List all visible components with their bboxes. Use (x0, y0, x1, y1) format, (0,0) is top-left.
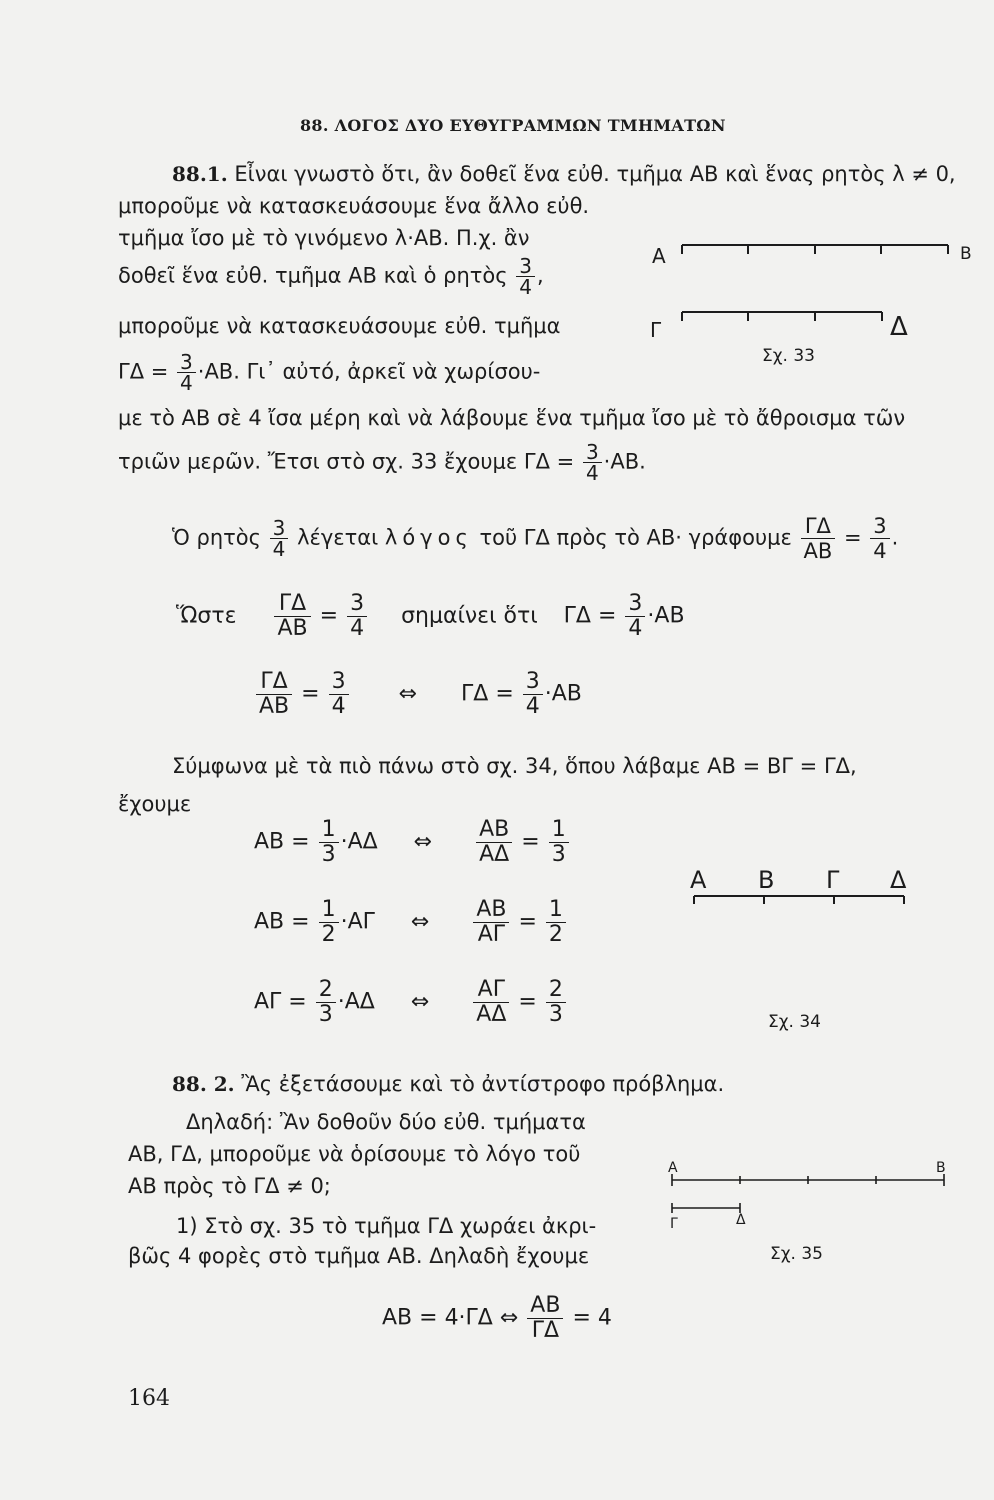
section-number-88-2: 88. 2. (172, 1072, 235, 1096)
iff-symbol: ⇔ (398, 681, 418, 707)
final-equation: ΑΒ = 4·ΓΔ ⇔ $\frac{AB}{\Gamma\Delta}$ = 4 (382, 1293, 612, 1343)
equivalence-equation: $\frac{\Gamma\Delta}{AB}$ = $\frac{3}{4}$ ⇔ ΓΔ = $\frac{3}{4}$ ·ΑΒ (254, 670, 582, 719)
fraction-2-3: $\frac{2}{3}$ (316, 978, 336, 1027)
fraction-3-4: $\frac{3}{4}$ (523, 670, 543, 719)
fig35-caption: Σχ. 35 (770, 1244, 824, 1264)
fraction-3-4: $\frac{3}{4}$ (329, 670, 349, 719)
fraction-ag-ad: $\frac{A\Gamma}{A\Delta}$ (473, 978, 509, 1027)
fraction-3-4: $\frac{3}{4}$ (177, 352, 196, 393)
fraction-3-4: $\frac{3}{4}$ (625, 592, 645, 641)
fraction-ab-ag: $\frac{AB}{A\Gamma}$ (473, 898, 509, 947)
fraction-1-3: $\frac{1}{3}$ (549, 818, 569, 867)
paragraph-line-5: μποροῦμε νὰ κατασκευάσουμε εὐθ. τμῆμα (118, 314, 561, 338)
fraction-2-3: $\frac{2}{3}$ (546, 978, 566, 1027)
paragraph-line-11: ἔχουμε (118, 792, 192, 816)
fraction-3-4: $\frac{3}{4}$ (583, 442, 602, 483)
fraction-3-4: $\frac{3}{4}$ (347, 592, 367, 641)
paragraph-2-line-5: 1) Στὸ σχ. 35 τὸ τμῆμα ΓΔ χωράει ἀκρι- (176, 1214, 597, 1238)
fig34-label-b: Β (758, 866, 775, 894)
fig34-label-g: Γ (826, 866, 840, 894)
paragraph-line-8: τριῶν μερῶν. Ἔτσι στὸ σχ. 33 ἔχουμε ΓΔ = $\frac{3}{4}$ ·ΑΒ. (118, 440, 646, 485)
figure-34 (694, 896, 904, 904)
fraction-ab-gd: $\frac{AB}{\Gamma\Delta}$ (527, 1294, 563, 1343)
relation-ab-ad: ΑΒ = $\frac{1}{3}$ ·ΑΔ ⇔ $\frac{AB}{A\Delta}$ = $\frac{1}{3}$ (254, 818, 571, 867)
paragraph-line-3: τμῆμα ἴσο μὲ τὸ γινόμενο λ·ΑΒ. Π.χ. ἂν (118, 226, 530, 250)
fraction-gd-ab: $\frac{\Gamma\Delta}{AB}$ (256, 670, 292, 719)
fig33-label-g: Γ (650, 318, 662, 342)
fig34-caption: Σχ. 34 (768, 1012, 822, 1032)
paragraph-2-line-4: ΑΒ πρὸς τὸ ΓΔ ≠ 0; (128, 1174, 331, 1198)
fraction-1-3: $\frac{1}{3}$ (319, 818, 339, 867)
fraction-ab-ad: $\frac{AB}{A\Delta}$ (476, 818, 512, 867)
iff-symbol: ⇔ (410, 909, 430, 935)
paragraph-line-7: με τὸ ΑΒ σὲ 4 ἴσα μέρη καὶ νὰ λάβουμε ἕνα τμῆμα ἴσο μὲ τὸ ἄθροισμα τῶν (118, 406, 906, 430)
paragraph-2-line-1: 88. 2. Ἂς ἐξετάσουμε καὶ τὸ ἀντίστροφο πρόβλημα. (172, 1072, 725, 1096)
paragraph-2-line-6: βῶς 4 φορὲς στὸ τμῆμα ΑΒ. Δηλαδὴ ἔχουμε (128, 1244, 590, 1268)
fraction-1-2: $\frac{1}{2}$ (319, 898, 339, 947)
paragraph-line-2: μποροῦμε νὰ κατασκευάσουμε ἕνα ἄλλο εὐθ. (118, 194, 590, 218)
fraction-gd-ab: $\frac{\Gamma\Delta}{AB}$ (274, 592, 310, 641)
fraction-gd-ab: $\frac{\Gamma\Delta}{AB}$ (801, 514, 836, 563)
wste-equation: Ὥστε $\frac{\Gamma\Delta}{AB}$ = $\frac{3}{4}$ σημαίνει ὅτι ΓΔ = $\frac{3}{4}$ ·ΑΒ (176, 591, 685, 641)
fig33-caption: Σχ. 33 (762, 346, 816, 366)
relation-ab-ag: ΑΒ = $\frac{1}{2}$ ·ΑΓ ⇔ $\frac{AB}{A\Gamma}$ = $\frac{1}{2}$ (254, 898, 568, 947)
emphasized-term-logos: λόγος (384, 525, 473, 550)
iff-symbol: ⇔ (413, 829, 433, 855)
fraction-3-4: $\frac{3}{4}$ (870, 514, 889, 563)
text: Εἶναι γνωστὸ ὅτι, ἂν δοθεῖ ἕνα εὐθ. τμῆμα ΑΒ καὶ ἕνας ρητὸς λ ≠ 0, (234, 162, 956, 186)
fig33-label-d: Δ (890, 312, 908, 342)
iff-symbol: ⇔ (410, 989, 430, 1015)
fraction-1-2: $\frac{1}{2}$ (546, 898, 566, 947)
paragraph-line-6: ΓΔ = $\frac{3}{4}$ ·ΑΒ. Γι᾽ αὐτό, ἀρκεῖ νὰ χωρίσου- (118, 350, 541, 395)
paragraph-2-line-2: Δηλαδή: Ἂν δοθοῦν δύο εὐθ. τμήματα (186, 1110, 586, 1134)
fraction-3-4: $\frac{3}{4}$ (516, 256, 535, 297)
fig35-label-a: Α (668, 1160, 678, 1176)
fig35-label-g: Γ (670, 1216, 678, 1232)
section-number-88-1: 88.1. (172, 162, 228, 186)
text: δοθεῖ ἕνα εὐθ. τμῆμα ΑΒ καὶ ὁ ρητὸς (118, 263, 508, 288)
figure-35 (672, 1174, 944, 1213)
fig34-label-a: Α (690, 866, 707, 894)
fig35-label-d: Δ (736, 1212, 746, 1228)
paragraph-line-10: Σύμφωνα μὲ τὰ πιὸ πάνω στὸ σχ. 34, ὅπου λάβαμε ΑΒ = ΒΓ = ΓΔ, (172, 754, 857, 778)
relation-ag-ad: ΑΓ = $\frac{2}{3}$ ·ΑΔ ⇔ $\frac{A\Gamma}{A\Delta}$ = $\frac{2}{3}$ (254, 978, 568, 1027)
paragraph-2-line-3: ΑΒ, ΓΔ, μποροῦμε νὰ ὁρίσουμε τὸ λόγο τοῦ (128, 1142, 581, 1166)
fig33-label-b: Β (960, 244, 972, 264)
fig34-label-d: Δ (890, 866, 907, 894)
figure-33 (682, 245, 948, 321)
fig35-label-b: Β (936, 1160, 946, 1176)
page-number: 164 (128, 1386, 170, 1411)
section-title: 88. ΛΟΓΟΣ ΔΥΟ ΕΥΘΥΓΡΑΜΜΩΝ ΤΜΗΜΑΤΩΝ (300, 116, 726, 135)
fig33-label-a: Α (652, 244, 666, 268)
paragraph-line-9: Ὁ ρητὸς $\frac{3}{4}$ λέγεται λόγος τοῦ ΓΔ πρὸς τὸ ΑΒ· γράφουμε $\frac{\Gamma\Delta}{AB}$ = $\frac{3}{4}$ . (172, 514, 899, 563)
fraction-3-4: $\frac{3}{4}$ (270, 518, 289, 559)
paragraph-line-4: δοθεῖ ἕνα εὐθ. τμῆμα ΑΒ καὶ ὁ ρητὸς $\frac{3}{4}$ , (118, 254, 544, 299)
